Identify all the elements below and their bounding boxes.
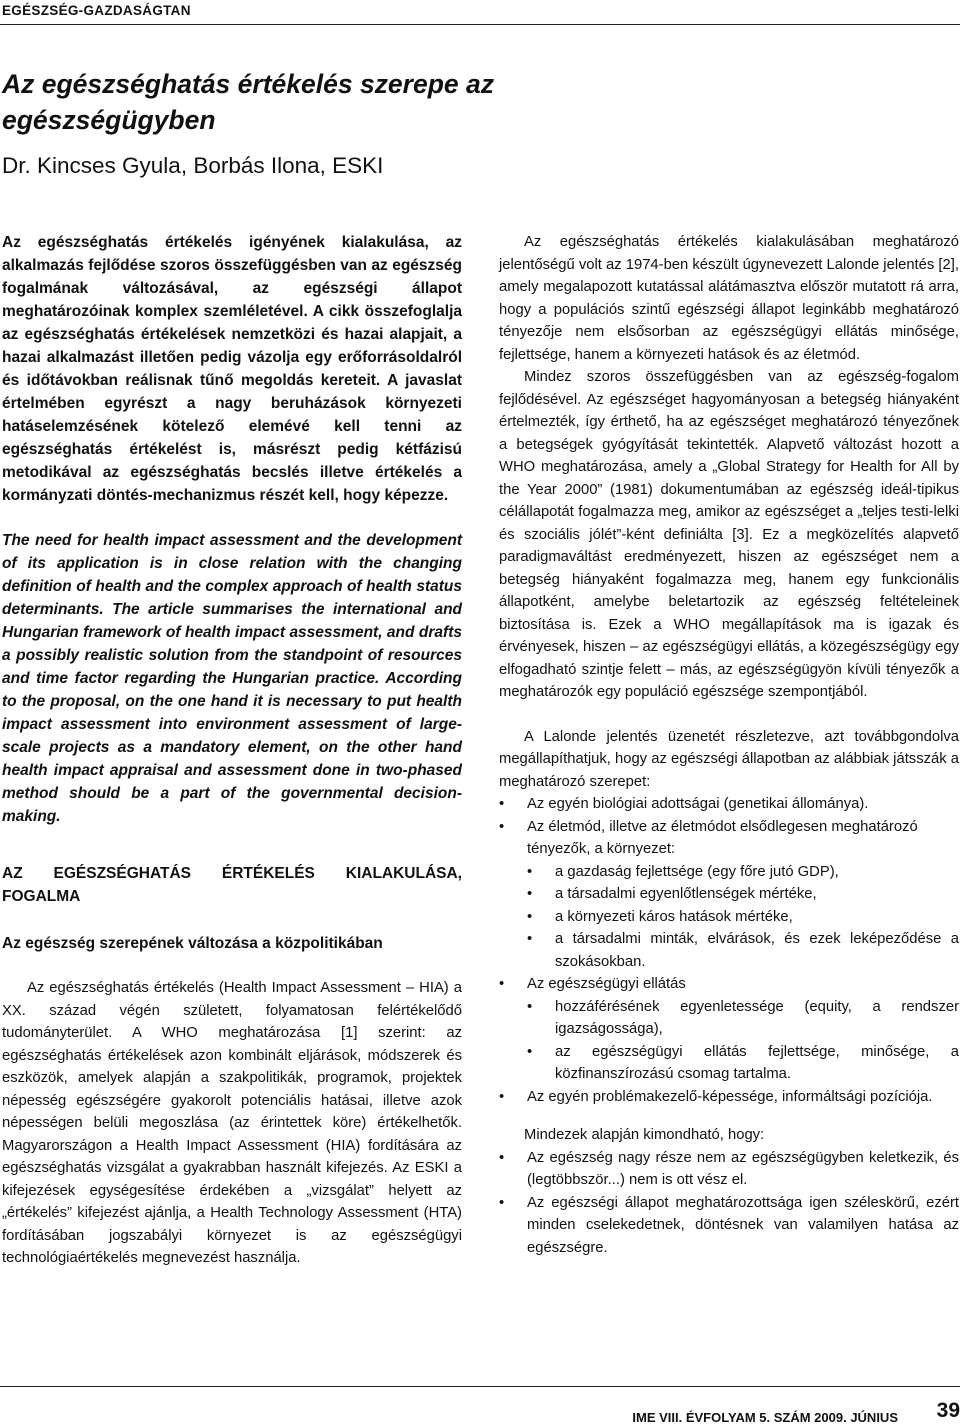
list-item [527,928,959,973]
article-title: Az egészséghatás értékelés szerepe az egészségügyben [2,69,494,135]
journal-info: IME VIII. ÉVFOLYAM 5. SZÁM 2009. JÚNIUS [632,1410,898,1425]
list-item [499,1086,959,1109]
sub-list [527,861,959,974]
body-paragraph: A Lalonde jelentés üzenetét részletezve, azt továbbgondolva megállapíthatjuk, hogy az egészségi állapotban az alábbiak játsszák a meghatározó szerepet: [499,728,959,790]
list-item-text: a társadalmi egyenlőtlenségek mértéke, [555,886,817,902]
list-item [527,996,959,1041]
bullet-icon: • [527,908,533,925]
body-paragraph: Mindezek alapján kimondható, hogy: [524,1127,765,1143]
abstract-english: The need for health impact assessment and the development of its application is in close relation with the changing definition of health and the complex approach of health status determinants. The article summarises the international and Hungarian framework of health impact assessment, and drafts a possibly realistic solution from the standpoint of resources and time factor regarding the Hungarian practice. According to the proposal, on the one hand it is necessary to put health impact assessment into environment assessment of large-scale projects as a mandatory element, on the other hand health impact appraisal and assessment done in two-phased method should be a part of the governmental decision-making. [2,532,462,825]
bullet-icon: • [499,1194,505,1211]
list-item-text: Az életmód, illetve az életmódot elsődlegesen meghatározó tényezők, a környezet: [527,818,918,857]
right-column [499,231,959,1259]
body-paragraph: Az egészséghatás értékelés kialakulásában meghatározó jelentőségű volt az 1974-ben készült úgynevezett Lalonde jelentés [2], amely megalapozott kutatással alátámasztva először mutatott rá arra, hogy a populációs szintű egészségi állapot leginkább meghatározó tényezője nem elsősorban az egészségügyi ellátás minősége, fejlettsége, hanem a környezeti hatások és az életmód. [499,234,959,363]
abstract-hungarian: Az egészséghatás értékelés igényének kialakulása, az alkalmazás fejlődése szoros összefüggésben van az egészség fogalmának változásával, az egészségi állapot meghatározóinak komplex szemléletével. A cikk összefoglalja az egészséghatás értékelések nemzetközi és hazai alapjait, a hazai alkalmazást illetően pedig vázolja egy erőforrásoldalról és időtávokban reálisnak tűnő megoldás kereteit. A javaslat értelmében egyrészt a nagy beruházások környezeti hatáselemzésének kötelező elemévé kell tenni az egészséghatás értékelést is, másrészt pedig kétfázisú metodikával az egészséghatás becslés illetve értékelés a kormányzati döntés-mechanizmus részét kell, hogy képezze. [2,234,462,504]
bullet-icon: • [499,976,505,992]
list-item-text: Az egyén problémakezelő-képessége, informáltsági pozíciója. [527,1088,933,1105]
list-item [499,1147,959,1192]
body-paragraph: Az egészséghatás értékelés (Health Impact Assessment – HIA) a XX. század végén született, folyamatosan felértékelődő tudományterület. A WHO meghatározása [1] szerint: az egészséghatás értékelések azon kombinált eljárások, módszerek és eszközök, amelyek alapján a szakpolitikák, programok, projektek népesség egészségére gyakorolt potenciális hatásai, illetve azok népességen belüli megoszlása (az érintettek köre) értékelhetők. Magyarországon a Health Impact Assessment (HIA) fordítására az egészséghatás vizsgálat a gyakrabban használt kifejezés. Az ESKI a kifejezések egységesítése érdekében a „vizsgálat” helyett az „értékelés” kifejezést ajánlja, a Health Technology Assessment (HTA) fordításában jogszabályi környezet is az egészségügyi technológiaértékelés megnevezést használja. [2,980,462,1266]
list-item [527,906,959,929]
list-item-text: a gazdaság fejlettsége (egy főre jutó GDP), [555,863,839,880]
subsection-heading: Az egészség szerepének változása a közpolitikában [2,935,383,952]
bullet-icon: • [499,1088,505,1105]
list-item [499,973,959,1086]
bullet-icon: • [527,931,533,947]
sub-list [527,996,959,1086]
list-item [527,861,959,884]
footer-rule [0,1386,960,1387]
left-column [2,231,462,1270]
list-item-text: az egészségügyi ellátás fejlettsége, minősége, a közfinanszírozású csomag tartalma. [555,1043,959,1082]
list-item [499,816,959,974]
list-item-text: Az egyén biológiai adottságai (genetikai állománya). [527,796,869,812]
page-number: 39 [936,1399,960,1422]
bullet-icon: • [499,1149,505,1166]
list-item [499,1192,959,1260]
list-item-text: Az egészségi állapot meghatározottsága igen széleskörű, ezért minden cselekedetnek, döntésnek van valamilyen hatása az egészségre. [527,1194,959,1256]
list-item-text: hozzáférésének egyenletessége (equity, a rendszer igazságossága), [555,998,959,1037]
bullet-icon: • [527,1043,533,1060]
section-label: EGÉSZSÉG-GAZDASÁGTAN [2,3,191,18]
list-item [527,883,959,906]
list-item-text: Az egészség nagy része nem az egészségügyben keletkezik, és (legtöbbször...) nem is ott vész el. [527,1149,959,1188]
determinants-list [499,793,959,1108]
list-item-text: a társadalmi minták, elvárások, és ezek leképeződése a szokásokban. [555,931,959,970]
conclusion-list [499,1147,959,1260]
article-authors: Dr. Kincses Gyula, Borbás Ilona, ESKI [2,153,384,178]
bullet-icon: • [499,796,505,812]
bullet-icon: • [527,863,533,880]
bullet-icon: • [499,818,505,835]
bullet-icon: • [527,998,533,1015]
section-heading: AZ EGÉSZSÉGHATÁS ÉRTÉKELÉS KIALAKULÁSA, FOGALMA [2,865,462,905]
bullet-icon: • [527,886,533,902]
list-item-text: a környezeti káros hatások mértéke, [555,908,793,925]
body-paragraph: Mindez szoros összefüggésben van az egészség-fogalom fejlődésével. Az egészséget hagyományosan a betegség hiányaként értelmezték, így érthető, ha az egészséget meghatározó tényezőnek a betegségek gyógyítását tekintették. Alapvető változást hozott a WHO meghatározása, amely a „Global Strategy for Health for All by the Year 2000” (1981) dokumentumában az egészség ideál-tipikus célállapotát fogalmazza meg, amikor az egészséget a „teljes testi-lelki és szociális jólét”-ként definiálta [3]. Ez a megközelítés alapvető paradigmaváltást eredményezett, hiszen az egészséget nem a betegség hiányaként fogalmazza meg, hanem egy funkcionális állapotként, amelybe beletartozik az egészség feltételeinek biztosítása is. Ezek a WHO megállapítások ma is igazak és érvényesek, hiszen – az egészségügyi ellátás, a közegészségügy egy elfogadható szintje felett – más, az egészségügyön kívüli tényezők a meghatározók egy populáció egészsége szempontjából. [499,369,959,700]
list-item-text: Az egészségügyi ellátás [527,976,686,992]
list-item [499,793,959,816]
list-item [527,1041,959,1086]
header-rule [0,24,960,25]
